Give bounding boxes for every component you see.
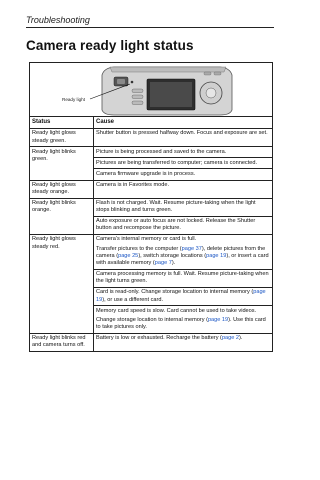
cause-cell	[94, 333, 273, 351]
cause-cell: Camera processing memory is full. Wait. Resume picture-taking when the light turns green.	[94, 269, 273, 287]
cause-cell: Shutter button is pressed halfway down. Focus and exposure are set.	[94, 129, 273, 147]
status-column-header: Status	[30, 117, 94, 129]
table-header-row	[30, 117, 273, 129]
table-row	[30, 333, 273, 351]
table-row	[30, 147, 273, 158]
cause-text: ).	[239, 335, 243, 342]
cause-cell	[94, 235, 273, 270]
cause-text: Change storage location to internal memory (	[96, 317, 208, 324]
status-cell: Ready light blinks orange.	[30, 198, 94, 234]
cause-cell: Pictures are being transferred to computer; camera is connected.	[94, 158, 273, 169]
status-cell: Ready light glows steady orange.	[30, 180, 94, 198]
status-cell: Ready light blinks red and camera turns off.	[30, 333, 94, 351]
page-link[interactable]: page 25	[118, 253, 139, 260]
cause-paragraph	[96, 317, 270, 331]
table-row	[30, 180, 273, 198]
cause-column-header: Cause	[94, 117, 273, 129]
cause-cell: Picture is being processed and saved to the camera.	[94, 147, 273, 158]
page-link[interactable]: page 19	[96, 289, 266, 303]
page-title: Camera ready light status	[26, 38, 194, 53]
cause-cell	[94, 306, 273, 334]
cause-text: ).	[171, 260, 176, 267]
page-link[interactable]: page 2	[221, 335, 240, 342]
cause-text: ). Use this card to take pictures only.	[96, 317, 266, 331]
table-row	[30, 198, 273, 216]
cause-text: ), or use a different card.	[102, 296, 164, 303]
section-header: Troubleshooting	[26, 15, 274, 28]
cause-cell: Camera is in Favorites mode.	[94, 180, 273, 198]
table-row	[30, 129, 273, 147]
cause-text: ), delete pictures from the camera (	[96, 246, 266, 260]
camera-figure	[30, 63, 273, 117]
cause-paragraph: Camera's internal memory or card is full.	[96, 236, 197, 243]
cause-cell: Camera firmware upgrade is in process.	[94, 169, 273, 180]
cause-paragraph: Memory card speed is slow. Card cannot be used to take videos.	[96, 307, 257, 314]
status-table	[29, 62, 273, 352]
cause-paragraph	[96, 246, 270, 267]
cause-text: Card is read-only. Change storage location to internal memory (	[96, 289, 254, 296]
cause-cell	[94, 288, 273, 306]
cause-text: Transfer pictures to the computer (	[96, 246, 182, 252]
page-link[interactable]: page 19	[206, 253, 227, 260]
status-cell: Ready light blinks green.	[30, 147, 94, 180]
camera-back-illustration-icon	[30, 63, 274, 116]
figure-row	[30, 63, 273, 117]
page-link[interactable]: page 19	[207, 317, 229, 324]
cause-cell: Auto exposure or auto focus are not locked. Release the Shutter button and recompose the picture.	[94, 216, 273, 234]
status-cell: Ready light glows steady red.	[30, 235, 94, 334]
ready-light-callout: Ready light	[62, 97, 85, 102]
page-link[interactable]: page 7	[154, 260, 172, 267]
status-cell: Ready light glows steady green.	[30, 129, 94, 147]
table-row	[30, 235, 273, 270]
cause-text: Battery is low or exhausted. Recharge the battery (	[96, 335, 222, 342]
cause-text: ), or insert a card with available memory (	[96, 253, 269, 267]
cause-cell: Flash is not charged. Wait. Resume picture-taking when the light stops blinking and turns green.	[94, 198, 273, 216]
page-link[interactable]: page 37	[181, 246, 202, 252]
cause-text: ), switch storage locations (	[138, 253, 207, 260]
